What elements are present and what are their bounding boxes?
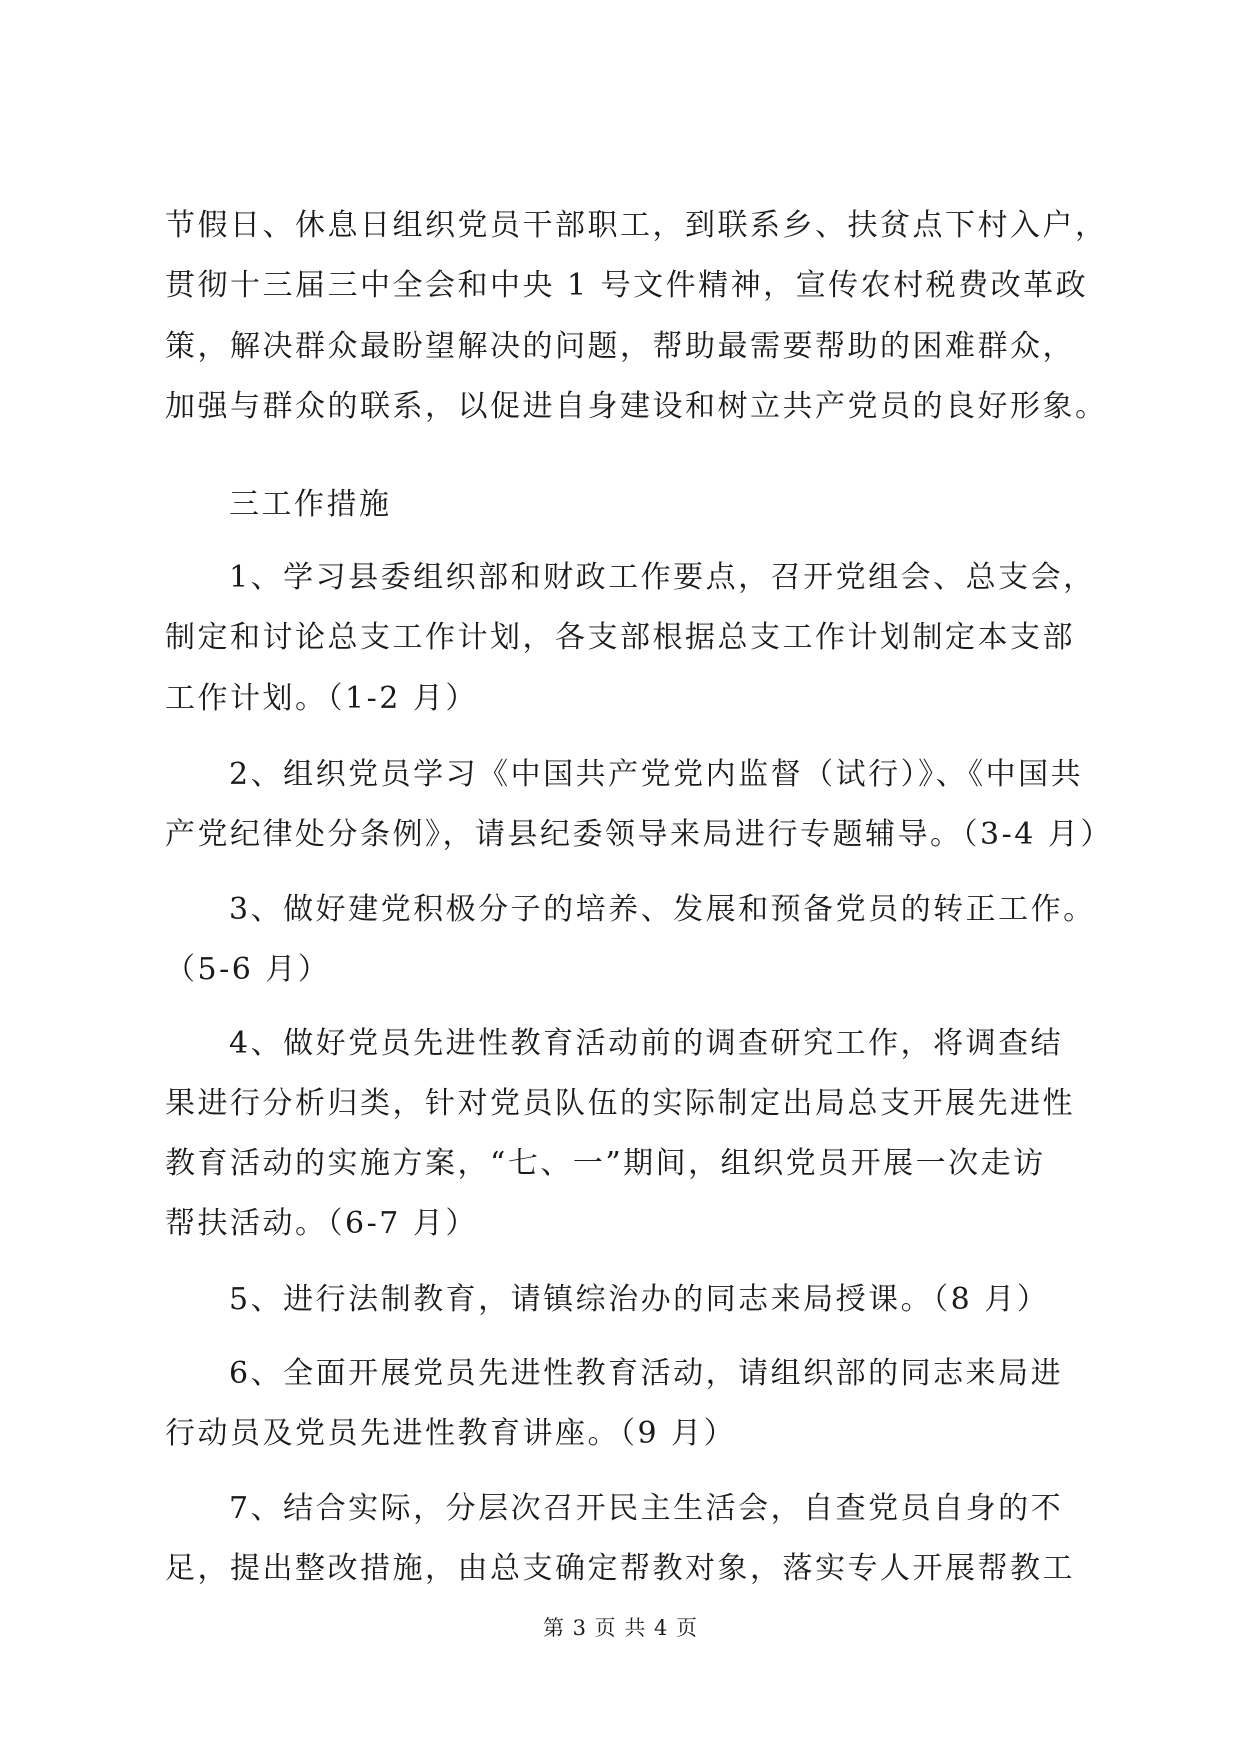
body-line: 足，提出整改措施，由总支确定帮教对象，落实专人开展帮教工 bbox=[165, 1551, 1075, 1586]
list-item: 6、全面开展党员先进性教育活动，请组织部的同志来局进 bbox=[229, 1356, 1064, 1391]
body-line: 贯彻十三届三中全会和中央 1 号文件精神，宣传农村税费改革政 bbox=[165, 268, 1089, 303]
body-line: 产党纪律处分条例》，请县纪委领导来局进行专题辅导。（3-4 月） bbox=[165, 817, 1113, 852]
list-item: 2、组织党员学习《中国共产党党内监督（试行）》、《中国共 bbox=[229, 757, 1084, 792]
body-line: （5-6 月） bbox=[165, 952, 331, 987]
body-line: 策，解决群众最盼望解决的问题，帮助最需要帮助的困难群众， bbox=[165, 329, 1075, 364]
body-line: 制定和讨论总支工作计划，各支部根据总支工作计划制定本支部 bbox=[165, 620, 1075, 655]
section-heading: 三工作措施 bbox=[229, 487, 392, 522]
body-line: 帮扶活动。（6-7 月） bbox=[165, 1206, 478, 1241]
body-line: 加强与群众的联系，以促进自身建设和树立共产党员的良好形象。 bbox=[165, 389, 1108, 424]
body-line: 果进行分析归类，针对党员队伍的实际制定出局总支开展先进性 bbox=[165, 1086, 1075, 1121]
page-number-footer: 第 3 页 共 4 页 bbox=[542, 1616, 699, 1640]
body-line: 节假日、休息日组织党员干部职工，到联系乡、扶贫点下村入户， bbox=[165, 208, 1108, 243]
list-item: 3、做好建党积极分子的培养、发展和预备党员的转正工作。 bbox=[229, 892, 1096, 927]
body-line: 教育活动的实施方案，“七、一”期间，组织党员开展一次走访 bbox=[165, 1146, 1046, 1181]
body-line: 行动员及党员先进性教育讲座。（9 月） bbox=[165, 1416, 737, 1451]
body-line: 工作计划。（1-2 月） bbox=[165, 681, 478, 716]
list-item: 5、进行法制教育，请镇综治办的同志来局授课。（8 月） bbox=[229, 1282, 1050, 1317]
list-item: 7、结合实际，分层次召开民主生活会，自查党员自身的不 bbox=[229, 1491, 1064, 1526]
list-item: 1、学习县委组织部和财政工作要点，召开党组会、总支会， bbox=[229, 560, 1096, 595]
list-item: 4、做好党员先进性教育活动前的调查研究工作，将调查结 bbox=[229, 1026, 1064, 1061]
